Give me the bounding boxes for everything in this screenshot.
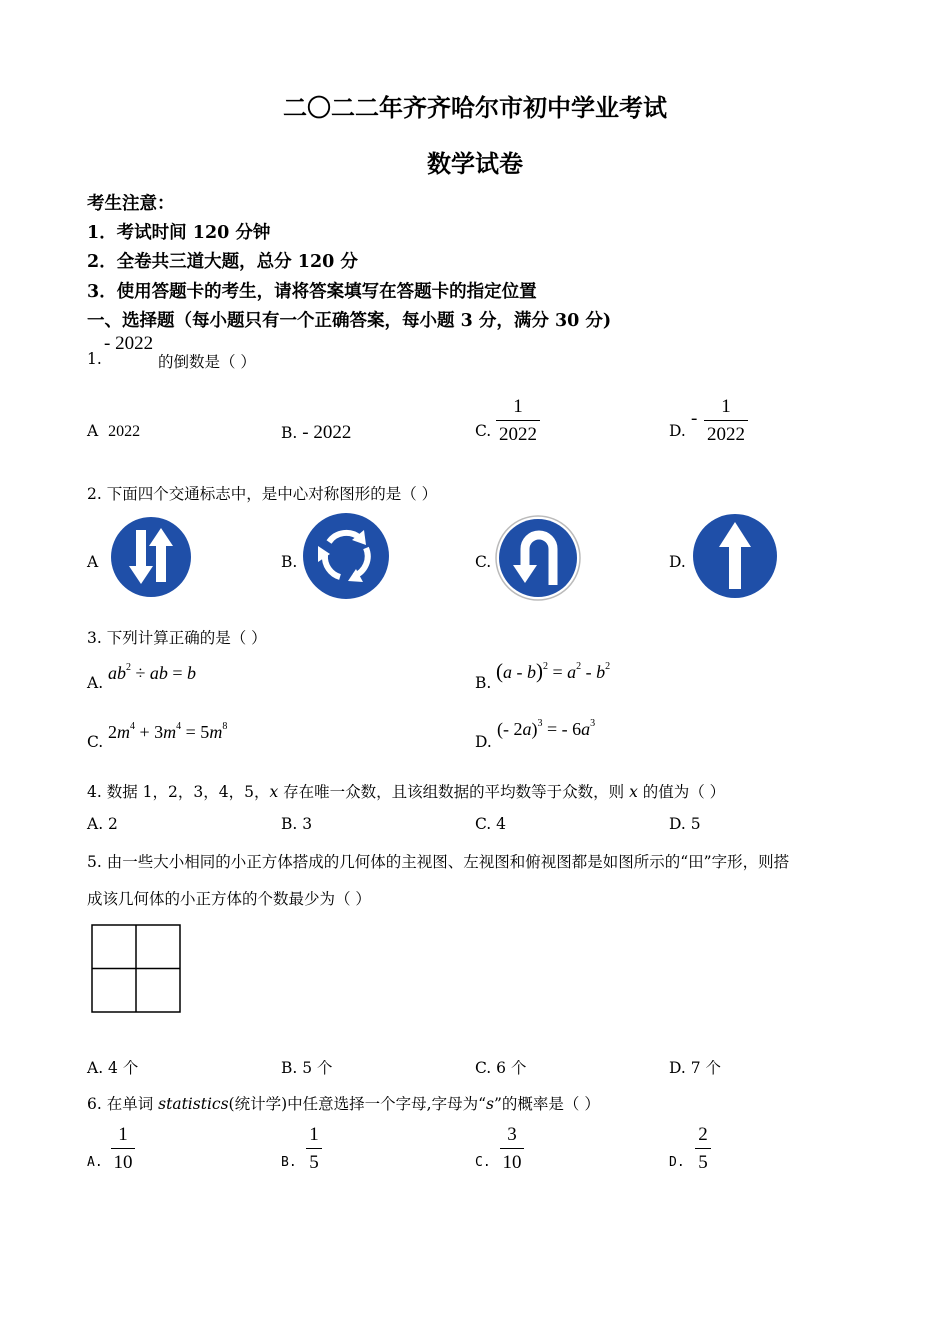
q6-option-b[interactable]: B. [281,1155,297,1170]
q1-option-a[interactable]: A 2022 [87,422,141,440]
q2-option-b[interactable]: B. [281,553,298,571]
exam-title: 二〇二二年齐齐哈尔市初中学业考试 [283,93,667,122]
q5-option-d[interactable]: D. 7 个 [669,1059,722,1077]
question-3-stem: 3. 下列计算正确的是（ ） [87,629,267,647]
q5-option-c[interactable]: C. 6 个 [475,1059,527,1077]
q6-option-d[interactable]: D. [669,1155,685,1170]
q3-option-c[interactable]: C. [87,733,104,751]
question-4-stem: 4. 数据 1，2，3，4，5，x 存在唯一众数，且该组数据的平均数等于众数，则 x 的值为（ ） [87,783,726,801]
q6-option-c[interactable]: C. [475,1155,491,1170]
q3-option-a-formula: $ab^2$ ÷ ab = b [108,662,197,683]
notice-item: 3．使用答题卡的考生，请将答案填写在答题卡的指定位置 [87,282,537,302]
notice-item: 2．全卷共三道大题，总分 120 分 [87,252,358,272]
q1-option-c-fraction: 1 2022 [496,396,540,446]
notice-heading: 考生注意： [87,194,175,214]
q2-option-d[interactable]: D. [669,553,686,571]
q5-option-b[interactable]: B. 5 个 [281,1059,333,1077]
q1-option-b[interactable]: B. - 2022 [281,422,352,443]
q2-option-c[interactable]: C. [475,553,492,571]
question-5-stem-line1: 5. 由一些大小相同的小正方体搭成的几何体的主视图、左视图和俯视图都是如图所示的“田”字形，则搭 [87,853,790,871]
q6-option-b-fraction: 1 5 [306,1124,322,1174]
exam-subtitle: 数学试卷 [427,149,523,178]
q4-option-b[interactable]: B. 3 [281,815,313,833]
q3-option-b[interactable]: B. [475,674,492,692]
u-turn-sign-icon [495,515,581,601]
question-1-expression: - 2022 [104,333,154,354]
q1-option-d-sign: - [691,408,698,429]
q1-option-d-fraction: 1 2022 [704,396,748,446]
roundabout-sign-icon [302,512,390,600]
q3-option-d-formula: (- 2a)$^3$ = - $6a^3$ [497,718,596,739]
q3-option-c-formula: $2m^4 + 3m^4 = 5m^8$ [108,721,228,742]
q1-option-d[interactable]: D. [669,422,686,440]
q6-option-c-fraction: 3 10 [500,1124,524,1174]
question-1-number: 1. [87,350,102,368]
question-5-stem-line2: 成该几何体的小正方体的个数最少为（ ） [87,890,371,908]
q1-option-c[interactable]: C. [475,422,492,440]
q4-option-d[interactable]: D. 5 [669,815,701,833]
q4-option-a[interactable]: A. 2 [87,815,118,833]
notice-item: 1．考试时间 120 分钟 [87,223,271,243]
question-2-stem: 2. 下面四个交通标志中，是中心对称图形的是（ ） [87,485,438,503]
q6-option-a[interactable]: A. [87,1155,103,1170]
section-heading: 一、选择题（每小题只有一个正确答案，每小题 3 分，满分 30 分) [87,311,612,331]
q6-option-a-fraction: 1 10 [111,1124,135,1174]
two-way-traffic-sign-icon [108,514,194,600]
q5-option-a[interactable]: A. 4 个 [87,1059,139,1077]
q3-option-a[interactable]: A. [87,674,104,692]
q6-option-d-fraction: 2 5 [695,1124,711,1174]
q4-option-c[interactable]: C. 4 [475,815,507,833]
q2-option-a[interactable]: A [87,553,99,571]
tian-grid-figure [91,924,182,1014]
question-1-stem: 的倒数是（ ） [158,353,256,371]
q3-option-d[interactable]: D. [475,733,492,751]
straight-ahead-sign-icon [692,513,778,599]
q3-option-b-formula: $(a - b)^2 = a^2 - b^2$ [496,659,611,683]
question-6-stem: 6. 在单词 statistics(统计学)中任意选择一个字母,字母为“s”的概率是（ ） [87,1095,600,1113]
